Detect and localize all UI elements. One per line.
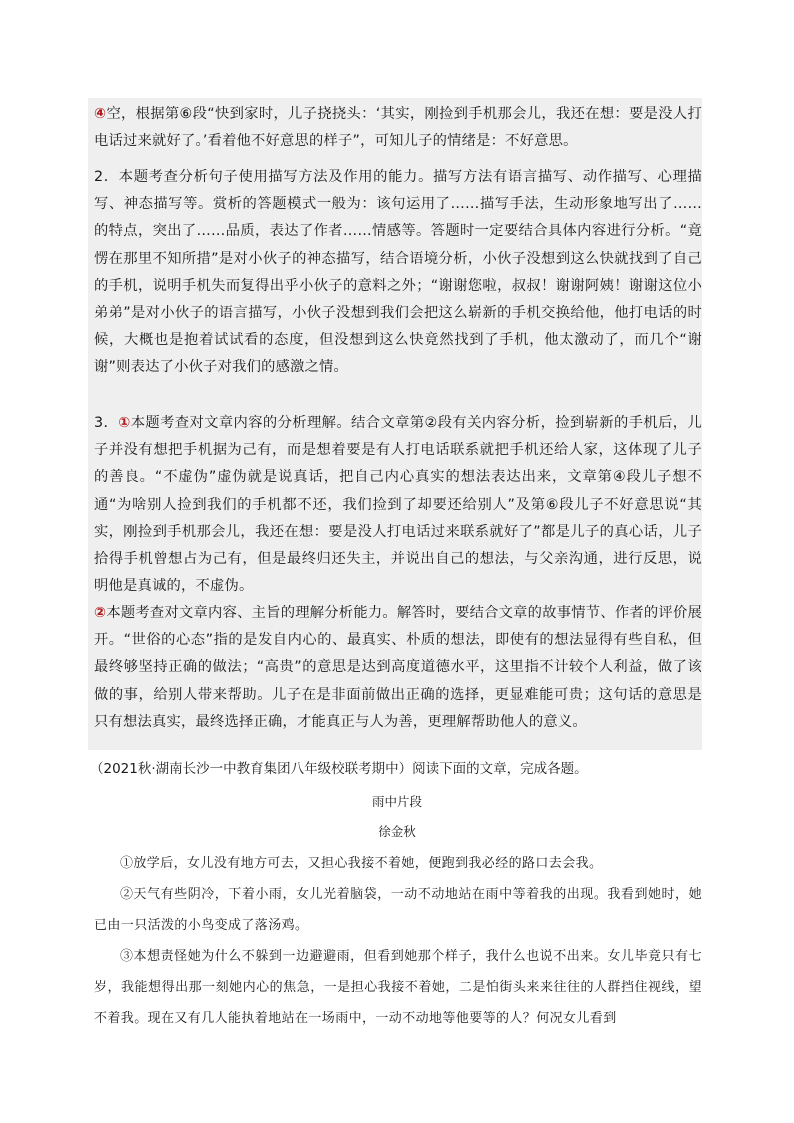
question-source: （2021秋·湖南长沙一中教育集团八年级校联考期中）阅读下面的文章，完成各题。: [90, 761, 588, 777]
answer-paragraph-2: 2．本题考查分析句子使用描写方法及作用的能力。描写方法有语言描写、动作描写、心理描写、神态描写等。赏析的答题模式一般为：该句运用了……描写手法，生动形象地写出了……的特点，突出了……品质，表达了作者……情感等。答题时一定要结合具体内容进行分析。“竟愣在那里不知所措”是对小伙子的神态描写，结合语境分析，小伙子没想到这么快就找到了自己的手机，说明手机失而复得出乎小伙子的意料之外；“谢谢您啦，叔叔！谢谢阿姨！谢谢这位小弟弟”是对小伙子的语言描写，小伙子没想到我们会把这么崭新的手机交换给他，他打电话的时候，大概也是抱着试试看的态度，但没想到这么快竟然找到了手机，他太激动了，而几个“谢谢”则表达了小伙子对我们的感激之情。: [94, 169, 702, 376]
story-paragraph-3: ③本想责怪她为什么不躲到一边避避雨，但看到她那个样子，我什么也说不出来。女儿毕竟只有七岁，我能想得出那一刻她内心的焦急，一是担心我接不着她，二是怕街头来来往往的人群挡住视线，望不着我。现在又有几人能执着地站在一场雨中，一动不动地等他要等的人？何况女儿看到: [94, 949, 702, 1026]
story-paragraph-2: ②天气有些阴冷，下着小雨，女儿光着脑袋，一动不动地站在雨中等着我的出现。我看到她时，她已由一只活泼的小鸟变成了落汤鸡。: [94, 887, 702, 933]
circled-marker: ①: [118, 415, 131, 431]
story-paragraph-1: ①放学后，女儿没有地方可去，又担心我接不着她，便跑到我必经的路口去会我。: [120, 856, 603, 871]
circled-marker: ②: [94, 605, 107, 621]
story-author: 徐金秋: [378, 824, 416, 839]
circled-marker: ④: [94, 106, 107, 122]
answer-paragraph-3: 3．①本题考查对文章内容的分析理解。结合文章第②段有关内容分析，捡到崭新的手机后，儿子并没有想把手机据为己有，而是想着要是有人打电话联系就把手机还给人家，这体现了儿子的善良。“不虚伪”虚伪就是说真话，把自己内心真实的想法表达出来，文章第④段儿子想不通“为啥别人捡到我们的手机都不还，我们捡到了却要还给别人”及第⑥段儿子不好意思说“其实，刚捡到手机那会儿，我还在想：要是没人打电话过来联系就好了”都是儿子的真心话，儿子拾得手机曾想占为己有，但是最终归还失主，并说出自己的想法，与父亲沟通，进行反思，说明他是真诚的，不虚伪。: [94, 415, 702, 595]
story-title: 雨中片段: [371, 794, 422, 809]
answer-paragraph-4: ②本题考查对文章内容、主旨的理解分析能力。解答时，要结合文章的故事情节、作者的评价展开。“世俗的心态”指的是发自内心的、最真实、朴质的想法，即使有的想法显得有些自私，但最终够坚持正确的做法；“高贵”的意思是达到高度道德水平，这里指不计较个人利益，做了该做的事，给别人带来帮助。儿子在是非面前做出正确的选择，更显难能可贵；这句话的意思是只有想法真实，最终选择正确，才能真正与人为善，更理解帮助他人的意义。: [94, 605, 702, 730]
answer-paragraph-1: ④空，根据第⑥段“快到家时，儿子挠挠头：‘其实，刚捡到手机那会儿，我还在想：要是没人打电话过来就好了。’看着他不好意思的样子”，可知儿子的情绪是：不好意思。: [94, 106, 702, 150]
